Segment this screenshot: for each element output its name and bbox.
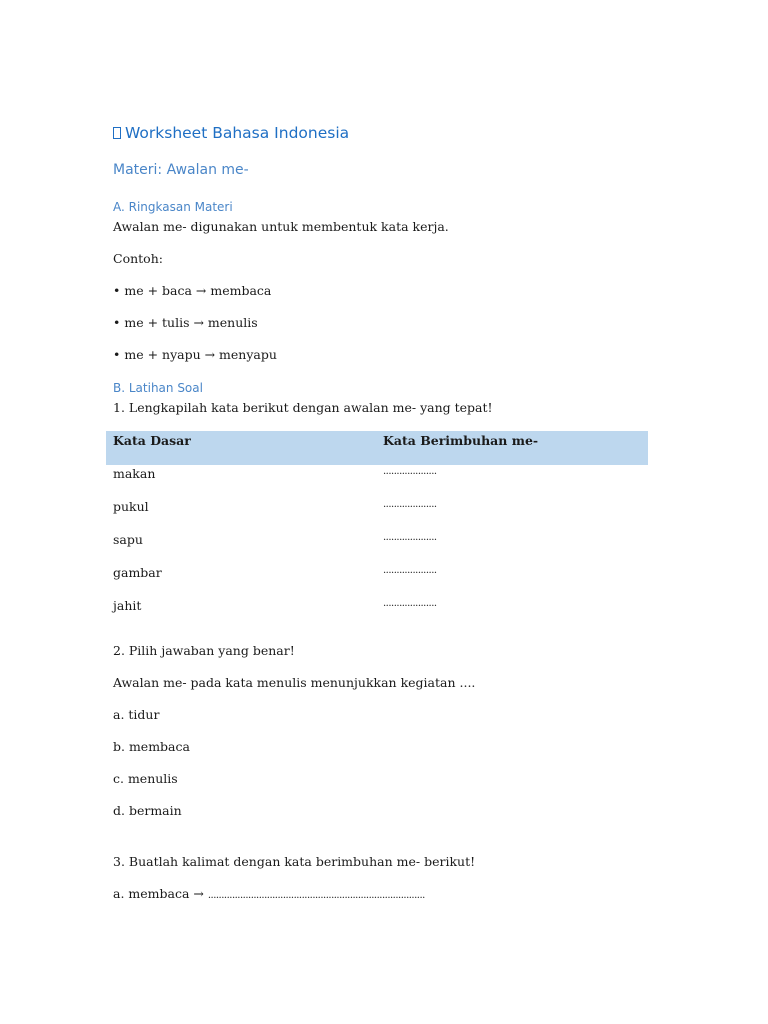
table-cell-kata-dasar: sapu: [113, 532, 143, 547]
table-row: [106, 531, 648, 564]
page-title: [113, 124, 349, 142]
section-b-heading: B. Latihan Soal: [113, 381, 203, 395]
question-3-item-a: [113, 886, 425, 901]
table-header-kata-berimbuhan: Kata Berimbuhan me-: [376, 431, 648, 465]
table-cell-blank: ....................: [383, 598, 437, 609]
table-header-row: [106, 431, 648, 465]
table-cell-blank: ....................: [383, 466, 437, 477]
question-3-prompt: 3. Buatlah kalimat dengan kata berimbuhan me- berikut!: [113, 854, 476, 869]
table-cell-kata-dasar: jahit: [113, 598, 142, 613]
question-2-text: Awalan me- pada kata menulis menunjukkan kegiatan ....: [113, 675, 476, 690]
table-cell-kata-dasar: pukul: [113, 499, 149, 514]
missing-glyph-icon: [113, 127, 121, 139]
section-a-intro: Awalan me- digunakan untuk membentuk kata kerja.: [113, 219, 449, 234]
example-item: • me + tulis → menulis: [113, 315, 258, 330]
table-cell-blank: ....................: [383, 532, 437, 543]
question-3-item-a-blank: .................................................................................: [207, 890, 425, 901]
question-3-item-a-label: a. membaca →: [113, 886, 208, 901]
page-title-text: Worksheet Bahasa Indonesia: [125, 124, 350, 142]
page-subtitle: Materi: Awalan me-: [113, 162, 249, 178]
option-c: c. menulis: [113, 771, 178, 786]
table-row: [106, 597, 648, 630]
question-1-prompt: 1. Lengkapilah kata berikut dengan awalan me- yang tepat!: [113, 400, 493, 415]
contoh-label: Contoh:: [113, 251, 163, 266]
table-header-kata-dasar: Kata Dasar: [106, 431, 376, 465]
option-b: b. membaca: [113, 739, 190, 754]
option-d: d. bermain: [113, 803, 182, 818]
section-a-heading: A. Ringkasan Materi: [113, 200, 233, 214]
table-cell-blank: ....................: [383, 499, 437, 510]
table-cell-kata-dasar: gambar: [113, 565, 162, 580]
table-row: [106, 564, 648, 597]
example-item: • me + baca → membaca: [113, 283, 272, 298]
table-cell-blank: ....................: [383, 565, 437, 576]
option-a: a. tidur: [113, 707, 160, 722]
table-cell-kata-dasar: makan: [113, 466, 156, 481]
table-row: [106, 465, 648, 498]
example-item: • me + nyapu → menyapu: [113, 347, 277, 362]
kata-table: [106, 431, 648, 630]
table-row: [106, 498, 648, 531]
question-2-prompt: 2. Pilih jawaban yang benar!: [113, 643, 295, 658]
